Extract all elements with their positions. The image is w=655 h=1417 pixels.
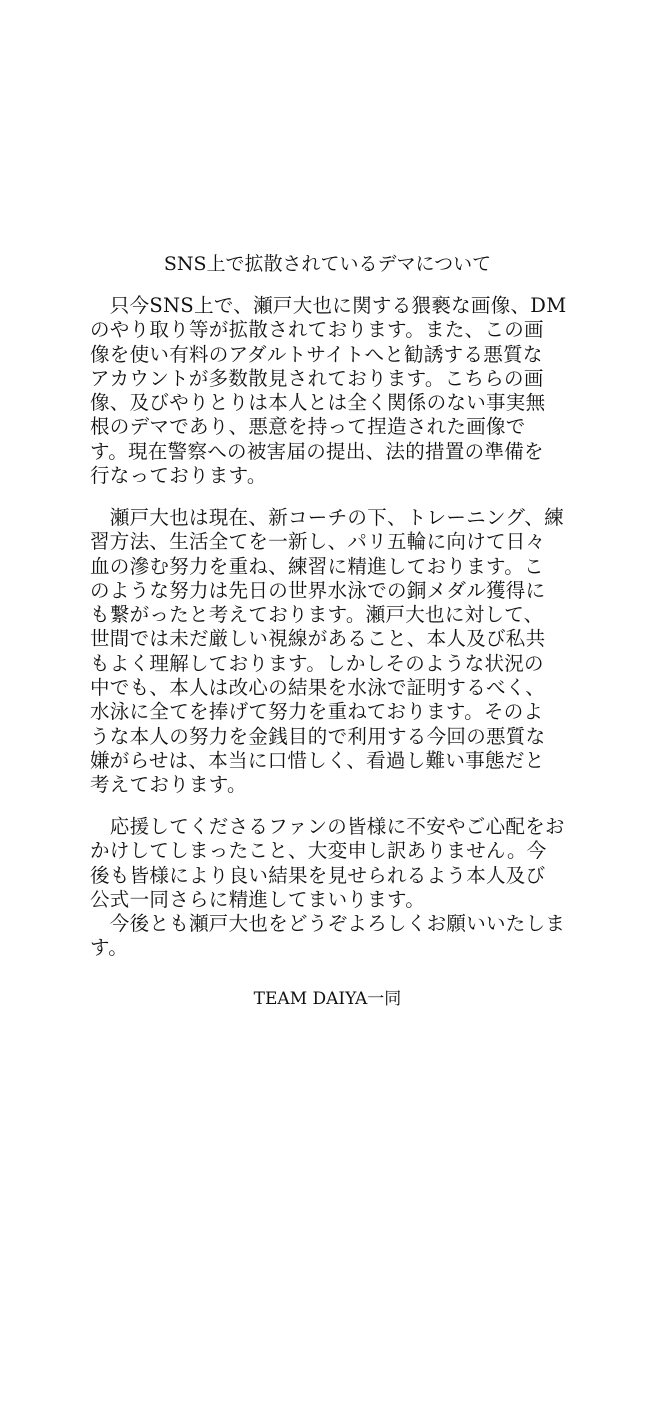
text-line: もよく理解しております。しかしそのような状況の: [90, 651, 544, 675]
text-line: 習方法、生活全てを一新し、パリ五輪に向けて日々: [90, 530, 546, 554]
paragraph-3: [90, 815, 570, 961]
text-line: も繋がったと考えております。瀬戸大也に対して、: [90, 603, 544, 627]
text-line: 応援してくださるファンの皆様に不安やご心配をお: [90, 815, 565, 838]
statement-title: SNS上で拡散されているデマについて: [163, 253, 492, 275]
text-line: 考えております。: [90, 773, 247, 797]
text-line: 只今SNS上で、瀬戸大也に関する猥褻な画像、DM: [90, 294, 567, 317]
text-line: かけしてしまったこと、大変申し訳ありません。今: [90, 839, 547, 863]
text-line: 中でも、本人は改心の結果を水泳で証明するべく、: [90, 676, 546, 700]
paragraph-2: [90, 506, 570, 798]
text-line: 根のデマであり、悪意を持って捏造された画像で: [90, 415, 526, 439]
text-line: す。現在警察への被害届の提出、法的措置の準備を: [90, 439, 544, 463]
text-line: 今後とも瀬戸大也をどうぞよろしくお願いいたしま: [90, 912, 566, 936]
text-line: 世間では未だ厳しい視線があること、本人及び私共: [90, 627, 546, 651]
text-line: のやり取り等が拡散されております。また、この画: [90, 318, 544, 342]
text-line: 公式一同さらに精進してまいります。: [90, 887, 426, 911]
text-line: アカウントが多数散見されております。こちらの画: [90, 366, 544, 390]
text-line: 像を使い有料のアダルトサイトへと勧誘する悪質な: [90, 342, 543, 366]
text-line: 嫌がらせは、本当に口惜しく、看過し難い事態だと: [90, 748, 545, 772]
text-line: のような努力は先日の世界水泳での銅メダル獲得に: [90, 578, 546, 602]
text-line: 血の滲む努力を重ね、練習に精進しております。こ: [90, 554, 544, 578]
text-line: 行なっております。: [90, 464, 267, 488]
text-line: 像、及びやりとりは本人とは全く関係のない事実無: [90, 391, 546, 415]
text-line: 後も皆様により良い結果を見せられるよう本人及び: [90, 863, 546, 887]
signature: TEAM DAIYA一同: [253, 989, 402, 1009]
text-line: 水泳に全てを捧げて努力を重ねております。そのよ: [90, 700, 544, 724]
paragraph-1: [90, 294, 570, 488]
text-line: うな本人の努力を金銭目的で利用する今回の悪質な: [90, 724, 546, 748]
text-line: す。: [90, 936, 129, 960]
text-line: 瀬戸大也は現在、新コーチの下、トレーニング、練: [90, 506, 565, 529]
